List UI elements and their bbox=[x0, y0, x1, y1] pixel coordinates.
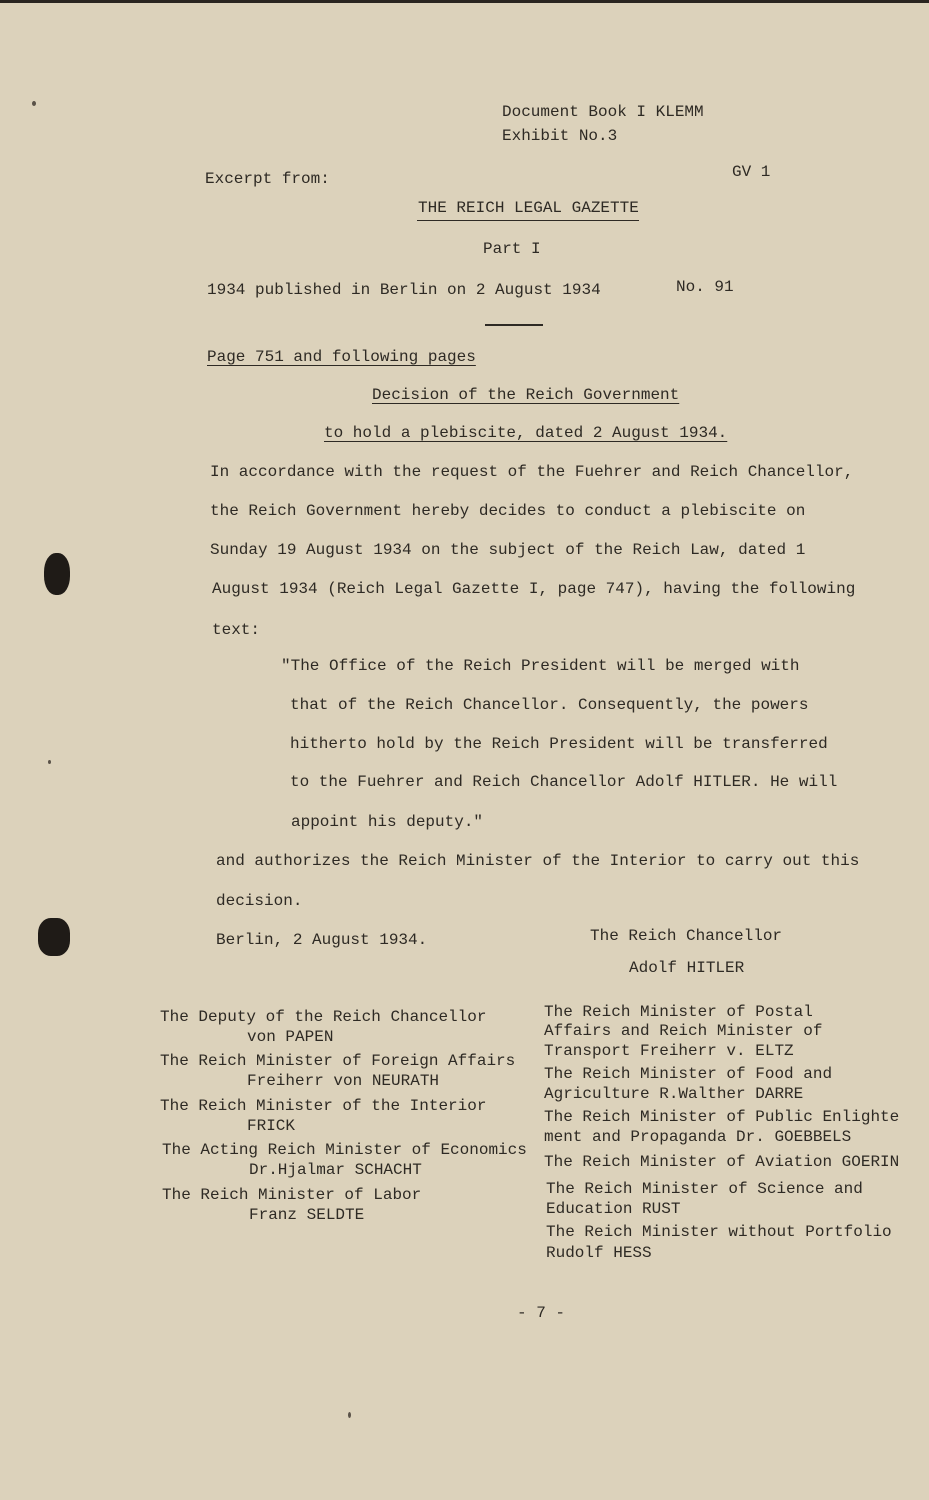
place-date: Berlin, 2 August 1934. bbox=[216, 931, 428, 949]
signatory-line: The Reich Minister of Postal bbox=[544, 1003, 813, 1021]
signatory-title: The Reich Minister of the Interior bbox=[160, 1097, 487, 1115]
document-book: Document Book I KLEMM bbox=[502, 103, 704, 121]
speck bbox=[32, 101, 36, 106]
signatory-title: The Acting Reich Minister of Economics bbox=[162, 1141, 527, 1159]
signatory-line: The Reich Minister of Food and bbox=[544, 1065, 833, 1083]
signatory-title: The Reich Minister of Foreign Affairs bbox=[160, 1052, 516, 1070]
signatory-line: Rudolf HESS bbox=[546, 1244, 652, 1262]
signatory-name: Dr.Hjalmar SCHACHT bbox=[249, 1161, 422, 1179]
quote-line: "The Office of the Reich President will be merged with bbox=[281, 657, 800, 675]
signatory-line: The Reich Minister of Aviation GOERIN bbox=[544, 1153, 900, 1171]
gazette-title: THE REICH LEGAL GAZETTE bbox=[418, 199, 639, 217]
excerpt-label: Excerpt from: bbox=[205, 170, 330, 188]
signatory-name: von PAPEN bbox=[247, 1028, 334, 1046]
signatory-line: Transport Freiherr v. ELTZ bbox=[544, 1042, 794, 1060]
decision-title: Decision of the Reich Government bbox=[372, 386, 680, 404]
signatory-line: Education RUST bbox=[546, 1200, 681, 1218]
page-number: - 7 - bbox=[517, 1304, 566, 1322]
scan-edge bbox=[0, 0, 929, 3]
signatory-name: FRICK bbox=[247, 1117, 296, 1135]
body-line: text: bbox=[212, 621, 261, 639]
punch-hole-lower bbox=[38, 918, 70, 956]
signatory-line: The Reich Minister of Public Enlighte bbox=[544, 1108, 900, 1126]
quote-line: hitherto hold by the Reich President will be transferred bbox=[290, 735, 828, 753]
body-line: Sunday 19 August 1934 on the subject of the Reich Law, dated 1 bbox=[210, 541, 806, 559]
speck bbox=[48, 760, 51, 764]
body-line: and authorizes the Reich Minister of the Interior to carry out this bbox=[216, 852, 860, 870]
gazette-number: No. 91 bbox=[676, 278, 734, 296]
gv-code: GV 1 bbox=[732, 163, 771, 181]
signatory-title: The Deputy of the Reich Chancellor bbox=[160, 1008, 487, 1026]
page-reference: Page 751 and following pages bbox=[207, 348, 476, 366]
signatory-line: Agriculture R.Walther DARRE bbox=[544, 1085, 804, 1103]
decision-subtitle: to hold a plebiscite, dated 2 August 1934. bbox=[324, 424, 728, 442]
signatory-title: The Reich Minister of Labor bbox=[162, 1186, 422, 1204]
signatory-name: Freiherr von NEURATH bbox=[247, 1072, 440, 1090]
speck bbox=[348, 1412, 351, 1418]
signatory-name: Franz SELDTE bbox=[249, 1206, 365, 1224]
quote-line: appoint his deputy." bbox=[291, 813, 484, 831]
signatory-line: ment and Propaganda Dr. GOEBBELS bbox=[544, 1128, 852, 1146]
punch-hole-upper bbox=[44, 553, 70, 595]
part-label: Part I bbox=[483, 240, 541, 258]
body-line: the Reich Government hereby decides to conduct a plebiscite on bbox=[210, 502, 806, 520]
body-line: In accordance with the request of the Fuehrer and Reich Chancellor, bbox=[210, 463, 854, 481]
quote-line: that of the Reich Chancellor. Consequently, the powers bbox=[290, 696, 809, 714]
body-line: decision. bbox=[216, 892, 303, 910]
body-line: August 1934 (Reich Legal Gazette I, page 747), having the following bbox=[212, 580, 856, 598]
gazette-underline bbox=[417, 220, 639, 221]
quote-line: to the Fuehrer and Reich Chancellor Adolf HITLER. He will bbox=[290, 773, 838, 791]
signatory-line: The Reich Minister without Portfolio bbox=[546, 1223, 892, 1241]
divider-line bbox=[485, 324, 543, 326]
exhibit-number: Exhibit No.3 bbox=[502, 127, 618, 145]
chancellor-title: The Reich Chancellor bbox=[590, 927, 783, 945]
signatory-line: Affairs and Reich Minister of bbox=[544, 1022, 823, 1040]
publication-line: 1934 published in Berlin on 2 August 1934 bbox=[207, 281, 601, 299]
signatory-line: The Reich Minister of Science and bbox=[546, 1180, 863, 1198]
chancellor-name: Adolf HITLER bbox=[629, 959, 745, 977]
